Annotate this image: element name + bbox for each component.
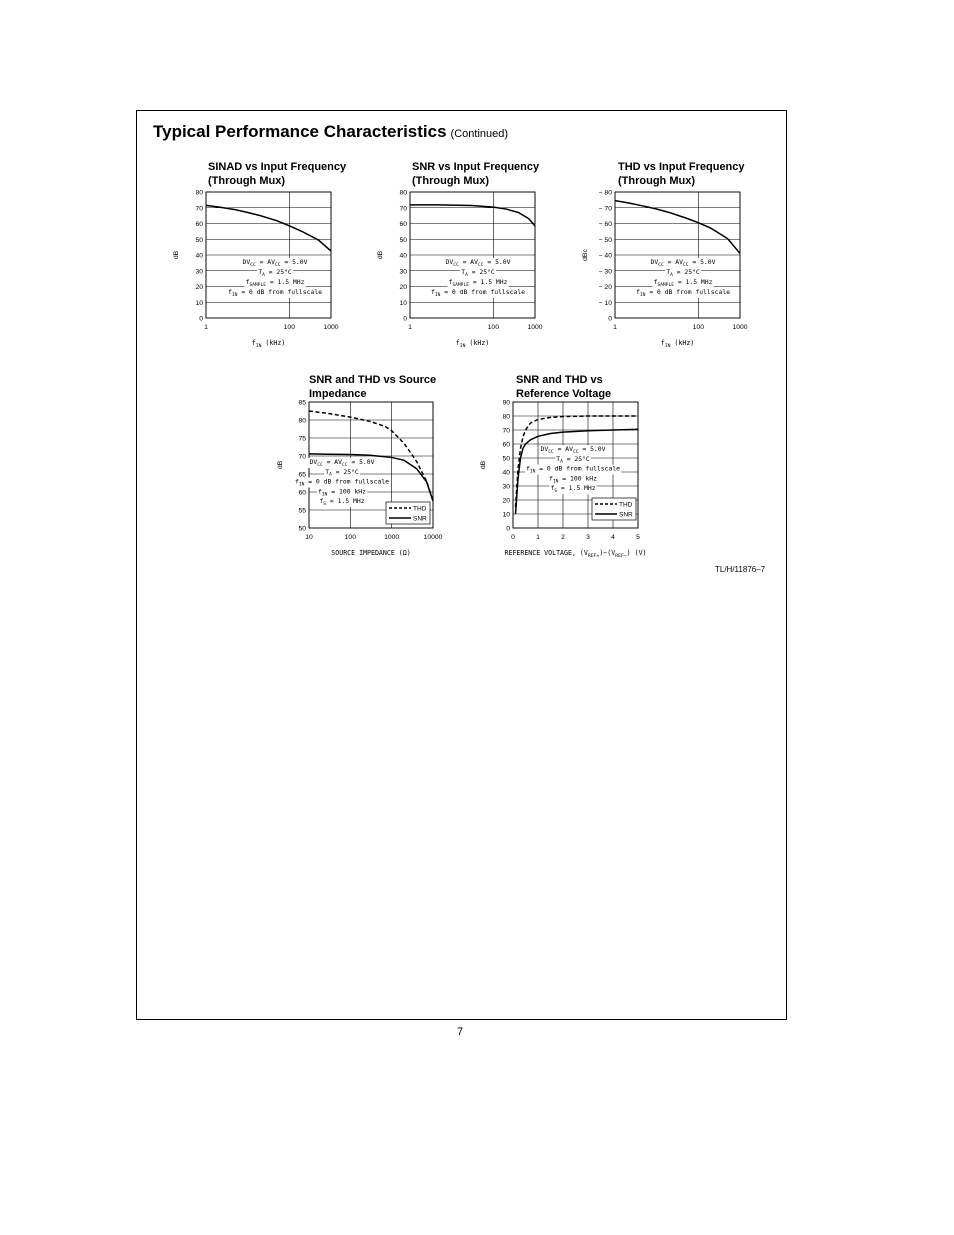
- condition-annotation: $f_{SAMPLE} = 1.5$ MHz: [448, 278, 508, 288]
- condition-annotation: $f_S = 1.5$ MHz: [319, 497, 365, 508]
- y-tick-label: 0: [506, 525, 510, 533]
- y-tick-label: 90: [502, 399, 510, 407]
- condition-annotation: $f_{SAMPLE} = 1.5$ MHz: [245, 278, 305, 288]
- x-tick-label: 1: [536, 534, 540, 541]
- x-tick-label: 1000: [384, 534, 400, 541]
- y-tick-label: 40: [195, 252, 203, 260]
- x-tick-label: 0: [511, 534, 515, 541]
- legend-label-snr: SNR: [619, 511, 633, 519]
- x-tick-label: 100: [344, 534, 357, 541]
- page-title-suffix: (Continued): [450, 128, 509, 140]
- x-tick-label: 1000: [732, 324, 748, 331]
- y-tick-label: 10: [399, 299, 407, 307]
- condition-annotation: $DV_{CC} = AV_{CC} = 5.0V$: [309, 458, 375, 468]
- chart-title-line: SNR vs Input Frequency: [412, 161, 540, 173]
- y-tick-label: 60: [298, 489, 306, 497]
- condition-annotation: $f_{IN} = 0$ dB from fullscale: [635, 288, 731, 298]
- chart-snr: [377, 190, 543, 349]
- y-tick-label: 10: [502, 511, 510, 519]
- x-tick-label: 3: [586, 534, 590, 541]
- x-axis-label: $f_{IN}$ (kHz): [660, 339, 695, 349]
- y-tick-label: − 60: [598, 221, 612, 228]
- figure-reference: TL/H/11876–7: [715, 565, 766, 574]
- y-tick-label: − 30: [598, 268, 612, 276]
- x-tick-label: 1000: [323, 324, 339, 331]
- y-tick-label: 10: [195, 299, 203, 307]
- y-tick-label: 50: [298, 525, 306, 533]
- y-tick-label: 50: [195, 236, 203, 244]
- y-tick-label: 65: [298, 471, 306, 479]
- condition-annotation: $T_A = 25^\circ C$: [258, 268, 292, 278]
- condition-annotation: $f_S = 1.5$ MHz: [550, 484, 596, 495]
- y-tick-label: 55: [298, 507, 306, 515]
- y-tick-label: 50: [502, 455, 510, 463]
- series-line-snr: [410, 205, 535, 226]
- condition-annotation: $DV_{CC} = AV_{CC} = 5.0V$: [242, 258, 308, 268]
- chart-title-line: Impedance: [309, 388, 367, 400]
- chart-source_impedance: [277, 400, 443, 558]
- condition-annotation: $DV_{CC} = AV_{CC} = 5.0V$: [445, 258, 511, 268]
- chart-title-line: SNR and THD vs Source: [309, 374, 437, 386]
- condition-annotation: $f_{IN} = 100$ kHz: [549, 474, 597, 485]
- y-tick-label: − 20: [598, 284, 612, 291]
- y-tick-label: 70: [399, 205, 407, 213]
- y-tick-label: 60: [195, 221, 203, 228]
- y-tick-label: − 50: [598, 236, 612, 244]
- condition-annotation: $f_{IN} = 0$ dB from fullscale: [227, 288, 323, 298]
- y-tick-label: 70: [502, 427, 510, 435]
- x-tick-label: 100: [283, 324, 296, 331]
- chart-sinad: [173, 190, 339, 349]
- series-line-sinad: [206, 205, 331, 251]
- y-tick-label: − 70: [598, 205, 612, 213]
- condition-annotation: $f_{SAMPLE} = 1.5$ MHz: [653, 278, 713, 288]
- condition-annotation: $f_{IN} = 0$ dB from fullscale: [294, 477, 390, 488]
- condition-annotation: $T_A = 25^\circ C$: [461, 268, 495, 278]
- y-axis-label: dB: [173, 250, 180, 260]
- series-line-thd: [615, 201, 740, 254]
- y-tick-label: 75: [298, 435, 306, 443]
- x-axis-label: SOURCE IMPEDANCE (Ω): [331, 549, 411, 557]
- y-tick-label: 20: [195, 284, 203, 291]
- x-tick-label: 4: [611, 534, 615, 541]
- y-tick-label: 60: [399, 221, 407, 228]
- x-axis-label: REFERENCE VOLTAGE, $(V_{REF+})-(V_{REF-})$ (V): [504, 549, 647, 559]
- y-tick-label: 40: [399, 252, 407, 260]
- y-tick-label: 0: [199, 315, 203, 323]
- chart-title-line: Reference Voltage: [516, 388, 612, 400]
- y-axis-label: dBc: [582, 249, 589, 261]
- chart-title-line: (Through Mux): [412, 175, 489, 187]
- x-tick-label: 1: [408, 324, 412, 331]
- y-axis-label: dB: [277, 460, 284, 470]
- legend-label-thd: THD: [413, 505, 427, 513]
- condition-annotation: $T_A = 25^\circ C$: [666, 268, 700, 278]
- y-tick-label: 40: [502, 469, 510, 477]
- x-tick-label: 5: [636, 534, 640, 541]
- y-tick-label: 20: [399, 284, 407, 291]
- condition-annotation: $T_A = 25^\circ C$: [556, 454, 590, 465]
- x-tick-label: 10: [305, 534, 313, 541]
- y-tick-label: 80: [195, 189, 203, 197]
- y-tick-label: 0: [403, 315, 407, 323]
- chart-title-line: THD vs Input Frequency: [618, 161, 745, 173]
- y-tick-label: 80: [399, 189, 407, 197]
- y-tick-label: − 10: [598, 299, 612, 307]
- x-axis-label: $f_{IN}$ (kHz): [455, 339, 490, 349]
- x-tick-label: 10000: [423, 534, 443, 541]
- legend-label-thd: THD: [619, 501, 633, 509]
- chart-reference_voltage: [480, 400, 647, 559]
- condition-annotation: $DV_{CC} = AV_{CC} = 5.0V$: [650, 258, 716, 268]
- x-axis-label: $f_{IN}$ (kHz): [251, 339, 286, 349]
- chart-title-line: SINAD vs Input Frequency: [208, 161, 347, 173]
- y-tick-label: 50: [399, 236, 407, 244]
- x-tick-label: 100: [692, 324, 705, 331]
- y-tick-label: 60: [502, 441, 510, 449]
- chart-thd: [582, 190, 748, 349]
- condition-annotation: $f_{IN} = 0$ dB from fullscale: [525, 464, 621, 475]
- y-tick-label: 0: [608, 315, 612, 323]
- y-tick-label: − 40: [598, 252, 612, 260]
- x-tick-label: 1: [204, 324, 208, 331]
- y-axis-label: dB: [377, 250, 384, 260]
- y-tick-label: − 80: [598, 189, 612, 197]
- x-tick-label: 100: [487, 324, 500, 331]
- y-tick-label: 30: [399, 268, 407, 276]
- chart-title-line: (Through Mux): [618, 175, 695, 187]
- y-tick-label: 80: [502, 413, 510, 421]
- y-tick-label: 30: [195, 268, 203, 276]
- x-tick-label: 1000: [527, 324, 543, 331]
- chart-title-line: SNR and THD vs: [516, 374, 603, 386]
- y-tick-label: 30: [502, 483, 510, 491]
- x-tick-label: 1: [613, 324, 617, 331]
- condition-annotation: $DV_{CC} = AV_{CC} = 5.0V$: [540, 445, 606, 455]
- y-tick-label: 85: [298, 399, 306, 407]
- condition-annotation: $f_{IN} = 0$ dB from fullscale: [430, 288, 526, 298]
- page-title-text: Typical Performance Characteristics: [153, 122, 447, 141]
- chart-title-line: (Through Mux): [208, 175, 285, 187]
- legend-label-snr: SNR: [413, 515, 427, 523]
- y-axis-label: dB: [480, 460, 487, 470]
- x-tick-label: 2: [561, 534, 565, 541]
- y-tick-label: 20: [502, 497, 510, 505]
- condition-annotation: $T_A = 25^\circ C$: [325, 467, 359, 478]
- y-tick-label: 70: [298, 453, 306, 461]
- y-tick-label: 70: [195, 205, 203, 213]
- y-tick-label: 80: [298, 417, 306, 425]
- page-number: 7: [457, 1026, 464, 1038]
- condition-annotation: $f_{IN} = 100$ kHz: [318, 487, 366, 498]
